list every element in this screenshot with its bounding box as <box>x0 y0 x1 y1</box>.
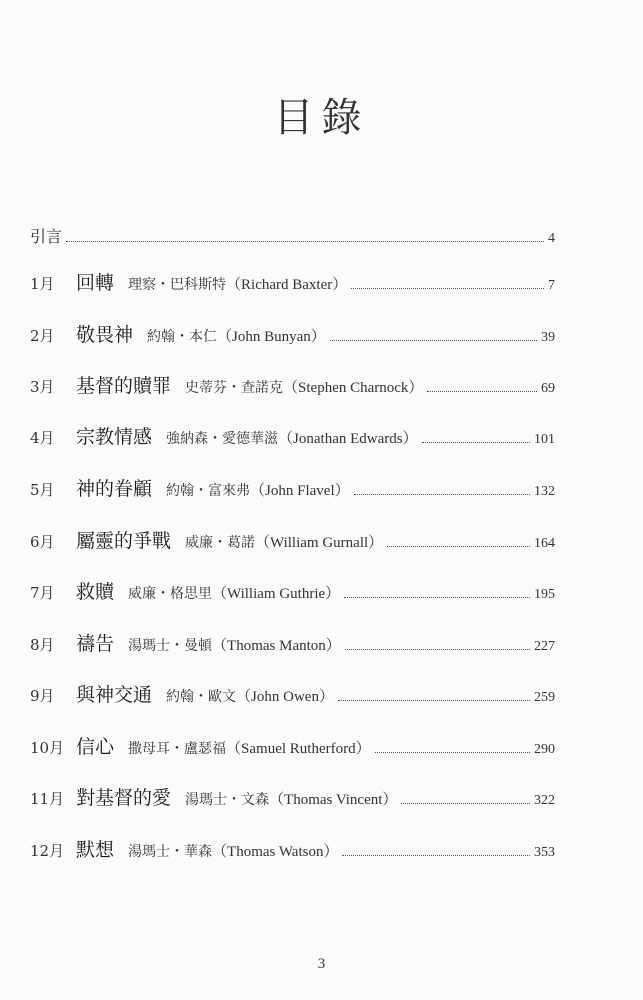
toc-page-number: 69 <box>541 381 555 396</box>
right-paren: ） <box>323 842 339 860</box>
toc-page-number: 101 <box>534 432 555 447</box>
left-paren: （ <box>236 687 252 705</box>
dot-leader <box>342 845 530 856</box>
toc-author-cn: 約翰・歐文 <box>166 689 237 705</box>
toc-author-en: Richard Baxter <box>241 277 333 293</box>
toc-page-number: 164 <box>534 536 555 551</box>
toc-month: 6月 <box>30 533 55 551</box>
left-paren: （ <box>255 533 271 551</box>
toc-author-en: Thomas Vincent <box>284 792 383 808</box>
toc-month: 3月 <box>30 378 55 396</box>
toc-page-number: 132 <box>534 484 555 499</box>
toc-author-en: Stephen Charnock <box>298 380 409 396</box>
dot-leader <box>345 639 530 650</box>
toc-author-cn: 約翰・富來弗 <box>166 483 251 499</box>
toc-month: 8月 <box>30 636 55 654</box>
toc-author-en: William Guthrie <box>227 586 326 602</box>
toc-author-cn: 湯瑪士・曼頓 <box>128 638 213 654</box>
left-paren: （ <box>278 429 294 447</box>
toc-topic: 屬靈的爭戰 <box>76 530 172 552</box>
toc-page-number: 353 <box>534 845 555 860</box>
right-paren: ） <box>402 429 418 447</box>
page-number: 3 <box>317 956 326 972</box>
toc-author-cn: 湯瑪士・華森 <box>128 844 213 860</box>
left-paren: （ <box>283 378 299 396</box>
toc-author-cn: 史蒂芬・查諾克 <box>185 380 284 396</box>
toc-entry-row[interactable] <box>30 732 555 764</box>
toc-author-en: Thomas Manton <box>227 638 326 654</box>
right-paren: ） <box>325 636 341 654</box>
left-paren: （ <box>212 636 228 654</box>
dot-leader <box>351 278 544 289</box>
right-paren: ） <box>318 687 334 705</box>
toc-author-cn: 威廉・格思里 <box>128 586 213 602</box>
toc-month: 7月 <box>30 584 55 602</box>
toc-author-en: William Gurnall <box>270 535 369 551</box>
dot-leader <box>354 484 530 495</box>
toc-month: 12月 <box>30 842 65 860</box>
toc-page-number: 195 <box>534 587 555 602</box>
toc-month: 5月 <box>30 481 55 499</box>
toc-topic: 神的眷顧 <box>76 478 153 500</box>
left-paren: （ <box>226 739 242 757</box>
toc-author-cn: 約翰・本仁 <box>147 329 218 345</box>
left-paren: （ <box>217 327 233 345</box>
left-paren: （ <box>269 790 285 808</box>
toc-topic: 救贖 <box>76 581 115 603</box>
toc-topic: 與神交通 <box>76 684 153 706</box>
toc-author-en: Samuel Rutherford <box>241 741 356 757</box>
left-paren: （ <box>212 842 228 860</box>
dot-leader <box>422 432 530 443</box>
left-paren: （ <box>226 275 242 293</box>
toc-entry-row[interactable] <box>30 629 555 661</box>
toc-author-en: John Flavel <box>265 483 335 499</box>
toc-topic: 默想 <box>76 839 115 861</box>
dot-leader <box>387 536 530 547</box>
right-paren: ） <box>355 739 371 757</box>
right-paren: ） <box>382 790 398 808</box>
toc-page-number: 227 <box>534 639 555 654</box>
toc-entry-row[interactable] <box>30 577 555 609</box>
toc-topic: 對基督的愛 <box>76 787 172 809</box>
toc-month: 10月 <box>30 739 65 757</box>
toc-entry-row[interactable] <box>30 422 555 454</box>
toc-intro-label: 引言 <box>30 227 63 246</box>
toc-page-number: 7 <box>548 278 555 293</box>
toc-author-en: John Owen <box>251 689 319 705</box>
toc-author-cn: 理察・巴科斯特 <box>128 277 227 293</box>
toc-entry-row[interactable] <box>30 526 555 558</box>
right-paren: ） <box>332 275 348 293</box>
right-paren: ） <box>408 378 424 396</box>
toc-topic: 敬畏神 <box>76 324 134 346</box>
dot-leader <box>427 381 537 392</box>
toc-topic: 宗教情感 <box>76 426 153 448</box>
dot-leader <box>401 793 530 804</box>
dot-leader <box>66 231 544 242</box>
toc-page-number: 322 <box>534 793 555 808</box>
toc-month: 9月 <box>30 687 55 705</box>
toc-entry-row[interactable] <box>30 680 555 712</box>
toc-entry-row[interactable] <box>30 268 555 300</box>
toc-page-number: 290 <box>534 742 555 757</box>
toc-topic: 信心 <box>76 736 115 758</box>
left-paren: （ <box>212 584 228 602</box>
dot-leader <box>330 330 537 341</box>
toc-entry-row[interactable] <box>30 783 555 815</box>
toc-author-cn: 湯瑪士・文森 <box>185 792 270 808</box>
right-paren: ） <box>325 584 341 602</box>
toc-page-number: 259 <box>534 690 555 705</box>
toc-month: 11月 <box>30 790 65 808</box>
toc-author-en: Jonathan Edwards <box>293 431 403 447</box>
toc-author-cn: 撒母耳・盧瑟福 <box>128 741 227 757</box>
toc-page-number: 39 <box>541 330 555 345</box>
dot-leader <box>338 690 530 701</box>
toc-entry-row[interactable] <box>30 320 555 352</box>
toc-month: 4月 <box>30 429 55 447</box>
toc-entry-row[interactable] <box>30 371 555 403</box>
toc-author-cn: 強納森・愛德華滋 <box>166 431 279 447</box>
dot-leader <box>375 742 530 753</box>
toc-topic: 回轉 <box>76 272 115 294</box>
toc-author-cn: 威廉・葛諾 <box>185 535 256 551</box>
right-paren: ） <box>310 327 326 345</box>
dot-leader <box>344 587 530 598</box>
toc-entry-row[interactable] <box>30 474 555 506</box>
left-paren: （ <box>250 481 266 499</box>
right-paren: ） <box>334 481 350 499</box>
toc-intro-row[interactable] <box>30 224 555 254</box>
right-paren: ） <box>368 533 384 551</box>
toc-month: 1月 <box>30 275 55 293</box>
page-title: 目錄 <box>273 95 370 141</box>
toc-page-number: 4 <box>548 231 555 246</box>
toc-topic: 基督的贖罪 <box>76 375 172 397</box>
toc-month: 2月 <box>30 327 55 345</box>
toc-entry-row[interactable] <box>30 835 555 867</box>
toc-topic: 禱告 <box>76 633 115 655</box>
toc-author-en: Thomas Watson <box>227 844 324 860</box>
toc-author-en: John Bunyan <box>232 329 311 345</box>
